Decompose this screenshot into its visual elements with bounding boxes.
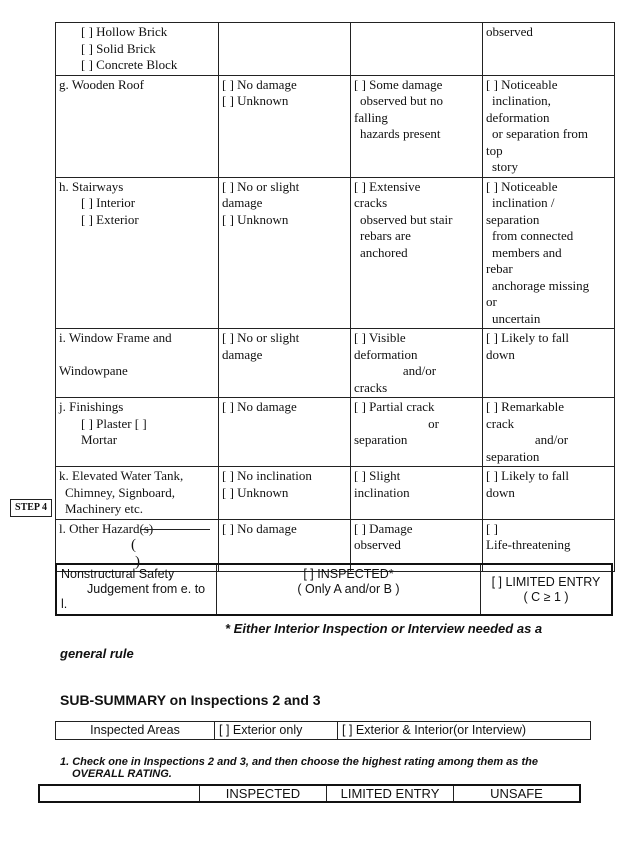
window-item-line-2: Windowpane (59, 363, 128, 378)
nonstructural-judgement-table (55, 563, 613, 616)
elevated-rating-c-cell[interactable] (483, 467, 615, 520)
finishings-item-line-0: j. Finishings (59, 399, 124, 414)
finishings-item-line-1: [ ] Plaster [ ] (81, 415, 147, 431)
instruction-line2: OVERALL RATING. (72, 768, 172, 780)
elevated-rating-a-line-1: [ ] Unknown (222, 484, 289, 500)
footnote-line1: * Either Interior Inspection or Interview needed as a (225, 621, 543, 636)
inspected-areas-table (55, 721, 591, 740)
stairways-rating-c-line-7: or (486, 294, 497, 309)
wall-materials-rating-b-cell[interactable] (351, 23, 483, 76)
elevated-rating-a-line-0: [ ] No inclination (222, 468, 312, 483)
stairways-item-line-2: [ ] Exterior (81, 211, 139, 227)
finishings-rating-b-line-2: separation (354, 432, 408, 447)
judgement-label-line2: Judgement from e. to (87, 582, 206, 596)
inspected-checkbox-cell[interactable] (217, 564, 481, 615)
window-item-cell (56, 329, 219, 398)
inspected-condition: ( Only A and/or B ) (297, 582, 400, 596)
rating-unsafe[interactable]: UNSAFE (454, 785, 581, 802)
other-item-line-2: ) (135, 553, 140, 570)
elevated-rating-c-line-0: [ ] Likely to fall (486, 468, 570, 483)
stairways-rating-c-line-3: from connected (492, 228, 574, 243)
stairways-rating-c-line-4: members and (492, 244, 562, 260)
wall-materials-rating-a-cell[interactable] (219, 23, 351, 76)
hazard-row-finishings (56, 398, 615, 467)
window-rating-b-line-2: and/or (402, 363, 437, 378)
window-rating-c-line-0: [ ] Likely to fall (486, 330, 570, 345)
sub-summary-title: SUB-SUMMARY on Inspections 2 and 3 (60, 692, 321, 708)
rating-inspected[interactable]: INSPECTED (200, 785, 327, 802)
wall-materials-item-cell (56, 23, 219, 76)
window-item-line-1 (59, 347, 215, 364)
wooden-roof-rating-a-cell[interactable] (219, 75, 351, 177)
wooden-roof-rating-c-cell[interactable] (483, 75, 615, 177)
elevated-item-cell (56, 467, 219, 520)
finishings-rating-b-line-0: [ ] Partial crack (354, 399, 435, 414)
stairways-rating-c-line-6: anchorage missing (492, 277, 590, 293)
finishings-rating-c-line-3: separation (486, 448, 540, 464)
hazard-row-stairways (56, 177, 615, 329)
finishings-item-line-2: Mortar (81, 432, 118, 447)
wooden-roof-rating-b-line-2: falling (354, 109, 388, 125)
wall-materials-item-line-1: [ ] Solid Brick (81, 40, 156, 56)
wall-materials-item-line-2: [ ] Concrete Block (81, 57, 178, 72)
window-rating-b-cell[interactable] (351, 329, 483, 398)
window-rating-c-cell[interactable] (483, 329, 615, 398)
stairways-rating-b-line-0: [ ] Extensive (354, 178, 421, 194)
other-rating-c-line-1: Life-threatening (486, 537, 571, 552)
window-item-line-0: i. Window Frame and (59, 330, 172, 345)
judgement-label-cell (56, 564, 217, 615)
finishings-rating-c-cell[interactable] (483, 398, 615, 467)
wooden-roof-rating-b-line-1: observed but no (360, 93, 444, 108)
stairways-rating-c-line-0: [ ] Noticeable (486, 178, 558, 194)
other-item-line-0: l. Other Hazard(s) (59, 520, 154, 536)
stairways-rating-c-line-8: uncertain (492, 310, 541, 326)
wooden-roof-rating-c-line-4: top (486, 142, 503, 158)
elevated-item-line-1: Chimney, Signboard, (65, 484, 176, 500)
hazard-row-wall-materials (56, 23, 615, 76)
wooden-roof-item-line-0: g. Wooden Roof (59, 76, 145, 92)
other-rating-a-line-0: [ ] No damage (222, 520, 297, 536)
wooden-roof-rating-c-line-1: inclination, (492, 93, 551, 108)
elevated-rating-b-line-0: [ ] Slight (354, 468, 401, 483)
rating-blank-cell (39, 785, 200, 802)
wooden-roof-rating-c-line-2: deformation (486, 109, 550, 125)
exterior-interior-option[interactable]: [ ] Exterior & Interior(or Interview) (338, 722, 591, 740)
hazard-table-body (56, 23, 615, 572)
stairways-rating-b-line-4: anchored (360, 244, 408, 260)
finishings-rating-a-cell[interactable] (219, 398, 351, 467)
rating-limited-entry[interactable]: LIMITED ENTRY (327, 785, 454, 802)
wooden-roof-rating-a-line-1: [ ] Unknown (222, 93, 289, 108)
finishings-rating-c-line-2: and/or (534, 432, 569, 447)
wooden-roof-rating-a-line-0: [ ] No damage (222, 76, 297, 92)
wall-materials-rating-c-cell[interactable] (483, 23, 615, 76)
judgement-label-line1: Nonstructural Safety (61, 567, 175, 581)
window-rating-a-cell[interactable] (219, 329, 351, 398)
stairways-item-cell (56, 177, 219, 329)
stairways-rating-b-line-2: observed but stair (360, 211, 453, 227)
wooden-roof-rating-b-line-3: hazards present (360, 126, 441, 141)
stairways-rating-c-line-5: rebar (486, 261, 513, 276)
wooden-roof-rating-c-line-3: or separation from (492, 126, 589, 141)
other-hazard-blank-line (140, 529, 210, 530)
hazard-row-wooden-roof (56, 75, 615, 177)
stairways-rating-b-cell[interactable] (351, 177, 483, 329)
hazard-inspection-table (55, 22, 615, 572)
instruction-line1: 1. Check one in Inspections 2 and 3, and then choose the highest rating among them as the (60, 756, 538, 768)
other-rating-b-line-0: [ ] Damage (354, 520, 413, 536)
stairways-rating-c-line-1: inclination / (492, 195, 555, 210)
inspected-areas-label: Inspected Areas (56, 722, 215, 740)
wall-materials-rating-c-line-0: observed (486, 24, 533, 39)
overall-rating-instruction (60, 756, 600, 780)
stairways-rating-b-line-1: cracks (354, 195, 388, 210)
finishings-rating-c-line-0: [ ] Remarkable (486, 399, 564, 414)
elevated-rating-b-line-1: inclination (354, 484, 410, 500)
elevated-rating-a-cell[interactable] (219, 467, 351, 520)
elevated-rating-c-line-1: down (486, 484, 515, 500)
finishings-item-cell (56, 398, 219, 467)
window-rating-b-line-0: [ ] Visible (354, 330, 406, 345)
wooden-roof-rating-b-cell[interactable] (351, 75, 483, 177)
stairways-rating-a-line-0: [ ] No or slight (222, 178, 300, 194)
finishings-rating-c-line-1: crack (486, 415, 515, 431)
stairways-rating-c-line-2: separation (486, 211, 540, 227)
window-rating-a-line-1: damage (222, 346, 263, 362)
elevated-item-line-2: Machinery etc. (65, 501, 143, 516)
finishings-rating-b-line-1: or (428, 415, 439, 431)
limited-entry-condition: ( C ≥ 1 ) (523, 589, 569, 604)
stairways-item-line-0: h. Stairways (59, 178, 124, 194)
inspected-option[interactable]: [ ] INSPECTED* (303, 567, 394, 581)
finishings-rating-b-cell[interactable] (351, 398, 483, 467)
overall-rating-table (38, 784, 581, 803)
exterior-only-option[interactable]: [ ] Exterior only (215, 722, 338, 740)
wooden-roof-rating-b-line-0: [ ] Some damage (354, 76, 443, 92)
wooden-roof-item-cell (56, 75, 219, 177)
window-rating-b-line-3: cracks (354, 379, 388, 395)
elevated-item-line-0: k. Elevated Water Tank, (59, 468, 184, 483)
limited-entry-checkbox-cell[interactable] (481, 564, 613, 615)
hazard-row-elevated (56, 467, 615, 520)
stairways-item-line-1: [ ] Interior (81, 195, 136, 210)
stairways-rating-b-line-3: rebars are (360, 228, 411, 243)
hazard-row-window (56, 329, 615, 398)
elevated-rating-b-cell[interactable] (351, 467, 483, 520)
stairways-rating-a-cell[interactable] (219, 177, 351, 329)
stairways-rating-c-cell[interactable] (483, 177, 615, 329)
wooden-roof-rating-c-line-5: story (492, 159, 518, 174)
window-rating-b-line-1: deformation (354, 346, 418, 362)
finishings-rating-a-line-0: [ ] No damage (222, 399, 297, 414)
other-rating-b-line-1: observed (354, 537, 401, 552)
other-item-line-1: ( (131, 537, 136, 553)
footnote-line2: general rule (60, 646, 134, 661)
stairways-rating-a-line-1: damage (222, 195, 263, 210)
window-rating-a-line-0: [ ] No or slight (222, 330, 300, 345)
judgement-label-line3: l. (61, 597, 68, 611)
other-rating-c-line-0: [ ] (486, 520, 498, 536)
window-rating-c-line-1: down (486, 346, 515, 362)
wooden-roof-rating-c-line-0: [ ] Noticeable (486, 76, 558, 92)
limited-entry-option[interactable]: [ ] LIMITED ENTRY (491, 574, 601, 589)
step-4-label: STEP 4 (10, 499, 52, 517)
wall-materials-item-line-0: [ ] Hollow Brick (81, 24, 168, 39)
stairways-rating-a-line-2: [ ] Unknown (222, 211, 289, 227)
